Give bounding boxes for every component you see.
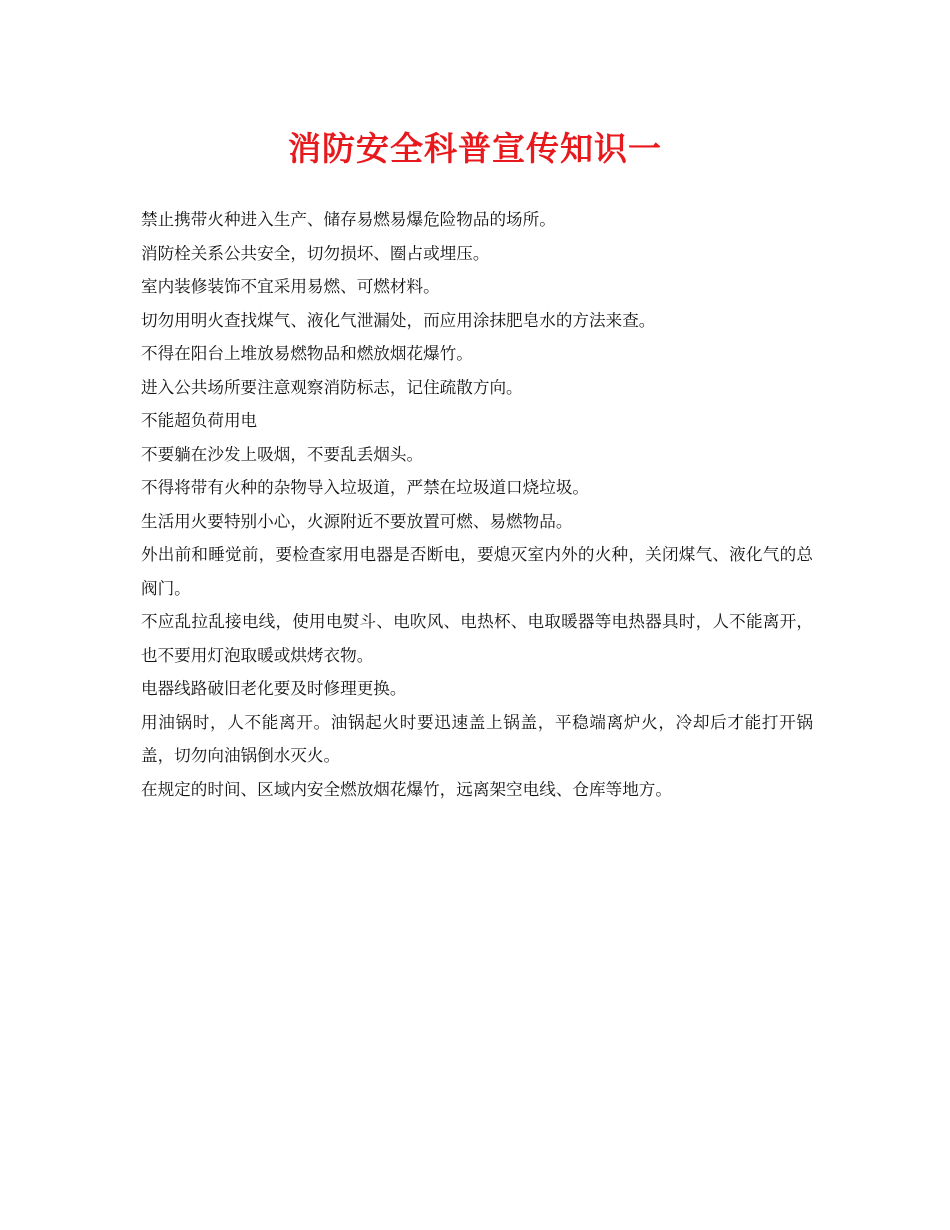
paragraph: 用油锅时，人不能离开。油锅起火时要迅速盖上锅盖，平稳端离炉火，冷却后才能打开锅盖，切勿向油锅倒水灭火。 (141, 712, 813, 765)
paragraph: 不能超负荷用电 (141, 411, 258, 430)
paragraph: 在规定的时间、区域内安全燃放烟花爆竹，远离架空电线、仓库等地方。 (141, 779, 672, 799)
paragraph: 电器线路破旧老化要及时修理更换。 (141, 679, 407, 698)
paragraph: 生活用火要特别小心，火源附近不要放置可燃、易燃物品。 (141, 511, 573, 531)
paragraph: 不得在阳台上堆放易燃物品和燃放烟花爆竹。 (141, 344, 473, 363)
document-body (141, 203, 813, 806)
paragraph: 外出前和睡觉前，要检查家用电器是否断电，要熄灭室内外的火种，关闭煤气、液化气的总阀门。 (141, 545, 813, 598)
paragraph: 室内装修装饰不宜采用易燃、可燃材料。 (141, 277, 440, 296)
paragraph: 不应乱拉乱接电线，使用电熨斗、电吹风、电热杯、电取暖器等电热器具时，人不能离开，也不要用灯泡取暖或烘烤衣物。 (141, 612, 813, 665)
paragraph: 禁止携带火种进入生产、储存易燃易爆危险物品的场所。 (141, 210, 556, 229)
document-title: 消防安全科普宣传知识一 (288, 129, 662, 168)
paragraph: 不得将带有火种的杂物导入垃圾道，严禁在垃圾道口烧垃圾。 (141, 478, 590, 497)
paragraph: 不要躺在沙发上吸烟，不要乱丢烟头。 (141, 444, 424, 464)
paragraph: 消防栓关系公共安全，切勿损坏、圈占或埋压。 (141, 243, 490, 263)
paragraph: 切勿用明火查找煤气、液化气泄漏处，而应用涂抹肥皂水的方法来查。 (141, 310, 656, 330)
paragraph: 进入公共场所要注意观察消防标志，记住疏散方向。 (141, 377, 523, 397)
